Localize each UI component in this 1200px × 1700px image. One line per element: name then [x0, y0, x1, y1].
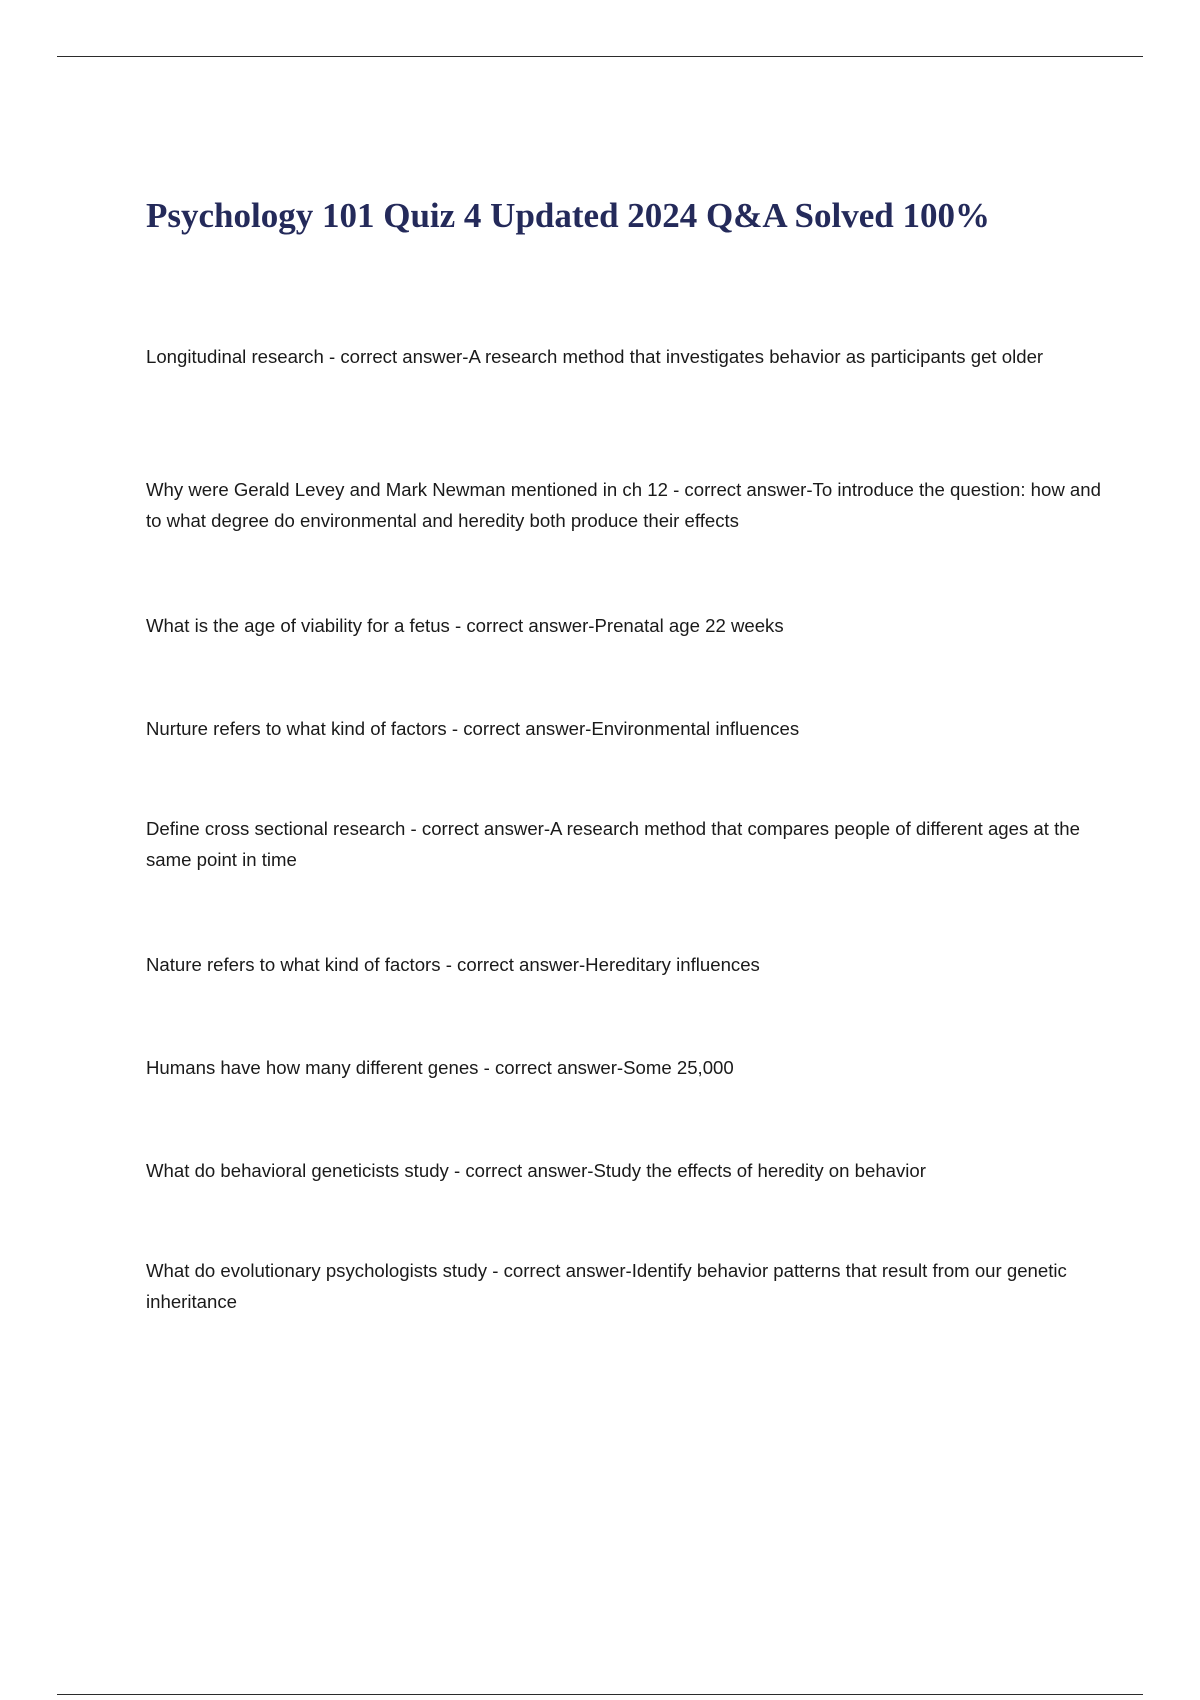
qa-entry-nature: Nature refers to what kind of factors - correct answer-Hereditary influences [146, 954, 760, 975]
qa-entry-nurture: Nurture refers to what kind of factors - correct answer-Environmental influences [146, 718, 800, 739]
qa-entry-cross-sectional-research: Define cross sectional research - correct answer-A research method that compares people of different ages at the same point in time [146, 818, 1080, 870]
top-rule [57, 56, 1143, 57]
qa-entry-levey-newman: Why were Gerald Levey and Mark Newman mentioned in ch 12 - correct answer-To introduce the question: how and to what degree do environmental and heredity both produce their effects [146, 479, 1101, 531]
bottom-rule [57, 1694, 1143, 1695]
qa-entry-number-of-genes: Humans have how many different genes - correct answer-Some 25,000 [146, 1057, 734, 1078]
document-title: Psychology 101 Quiz 4 Updated 2024 Q&A Solved 100% [146, 196, 990, 235]
qa-entry-evolutionary-psychologists: What do evolutionary psychologists study - correct answer-Identify behavior patterns that result from our genetic inheritance [146, 1260, 1067, 1312]
qa-entry-longitudinal-research: Longitudinal research - correct answer-A research method that investigates behavior as participants get older [146, 346, 1044, 367]
qa-entry-age-of-viability: What is the age of viability for a fetus - correct answer-Prenatal age 22 weeks [146, 615, 784, 636]
qa-entry-behavioral-geneticists: What do behavioral geneticists study - correct answer-Study the effects of heredity on behavior [146, 1160, 926, 1181]
